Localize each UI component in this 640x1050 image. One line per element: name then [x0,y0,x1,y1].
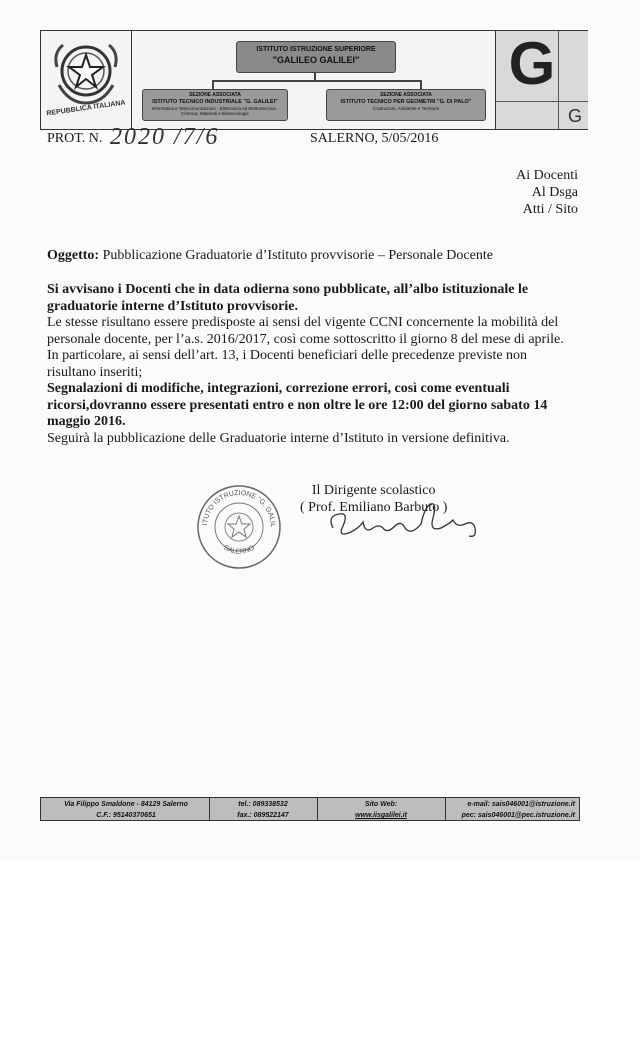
branch-right-courses: Costruzioni, Ambiente e Territorio [372,106,440,111]
footer-address-cell [47,798,205,820]
recipient-line: Atti / Sito [522,202,578,217]
footer-divider [317,798,318,820]
handwritten-signature [325,498,485,546]
branch-right-box [326,89,486,121]
emblem-icon [49,37,123,107]
branch-left-courses: Informatica e Telecomunicazioni · Elettronica ed Elettrotecnica · Chimica, Materiali e Biotecnologie [151,106,279,116]
republic-emblem [41,31,132,129]
letter-body [47,282,567,447]
branch-left-label: SEZIONE ASSOCIATA [189,92,241,98]
letterhead [40,30,588,130]
footer-email[interactable]: e-mail: sais046001@istruzione.it [467,801,575,808]
footer-web-link[interactable]: www.iisgalilei.it [355,812,407,819]
footer-web-cell [321,798,441,820]
footer-email-cell [447,798,575,820]
branch-right-label: SEZIONE ASSOCIATA [380,92,432,98]
school-logo [495,31,588,129]
institute-line2: "GALILEO GALILEI" [272,55,360,65]
city-date: SALERNO, 5/05/2016 [310,131,439,146]
school-stamp [196,484,282,570]
branch-right-name: ISTITUTO TECNICO PER GEOMETRI "G. DI PALO" [340,99,472,105]
footer-fax: fax.: 089522147 [237,812,289,819]
logo-divider [496,101,588,102]
body-paragraph: Si avvisano i Docenti che in data odierna sono pubblicate, all’albo istituzionale le graduatorie interne d’Istituto provvisorie. [47,282,529,314]
body-paragraph: Le stesse risultano essere predisposte ai sensi del vigente CCNI concernente la mobilità del personale docente, per l’a.s. 2016/2017, così come sottoscritto il giorno 8 del mese di aprile. In particolare, ai sensi dell’art. 13, i Docenti beneficiari delle precedenze previste non risultano inseriti; [47,315,564,380]
protocol-number: 2020 /7/6 [110,124,220,150]
footer-phone-cell [213,798,313,820]
connector-line [420,80,422,89]
footer-contacts [40,797,580,821]
organization-chart [132,31,494,129]
connector-line [212,80,214,89]
recipient-line: Al Dsga [531,185,578,200]
recipients-block [516,167,578,218]
subject-line [47,248,493,264]
branch-left-box [142,89,288,121]
branch-left-name: ISTITUTO TECNICO INDUSTRIALE "G. GALILEI" [152,99,278,105]
footer-pec[interactable]: pec: sais046001@pec.istruzione.it [461,812,575,819]
protocol-label: PROT. N. [47,131,103,146]
emblem-caption: REPUBBLICA ITALIANA [46,99,126,118]
body-paragraph: Seguirà la pubblicazione delle Graduatorie interne d’Istituto in versione definitiva. [47,430,510,446]
footer-cf: C.F.: 95140370651 [96,812,156,819]
footer-address: Via Filippo Smaldone - 84129 Salerno [64,801,188,808]
stamp-icon [196,484,282,570]
connector-line [314,72,316,80]
signatory-name: ( Prof. Emiliano Barbuto ) [300,500,448,515]
footer-tel: tel.: 089338532 [238,801,288,808]
stamp-bottom-text: SALERNO [222,544,256,556]
subject-text: Pubblicazione Graduatorie d’Istituto provvisorie – Personale Docente [99,248,493,263]
footer-divider [445,798,446,820]
signatory-title: Il Dirigente scolastico [311,483,436,498]
stamp-top-text: ITUTO ISTRUZIONE "G. GALIL [202,489,277,528]
logo-letter-small: G [567,106,582,126]
body-paragraph: Segnalazioni di modifiche, integrazioni, correzione errori, così come eventuali ricorsi,dovranno essere presentati entro e non oltre le ore 12:00 del giorno sabato 14 maggio 2016. [47,381,548,429]
recipient-line: Ai Docenti [516,168,578,183]
institute-line1: ISTITUTO ISTRUZIONE SUPERIORE [256,46,376,53]
connector-line [212,80,422,82]
footer-web-label: Sito Web: [364,801,398,808]
footer-divider [209,798,210,820]
subject-label: Oggetto: [47,248,100,263]
institute-name-box [236,41,396,73]
logo-letter: G [508,30,556,97]
